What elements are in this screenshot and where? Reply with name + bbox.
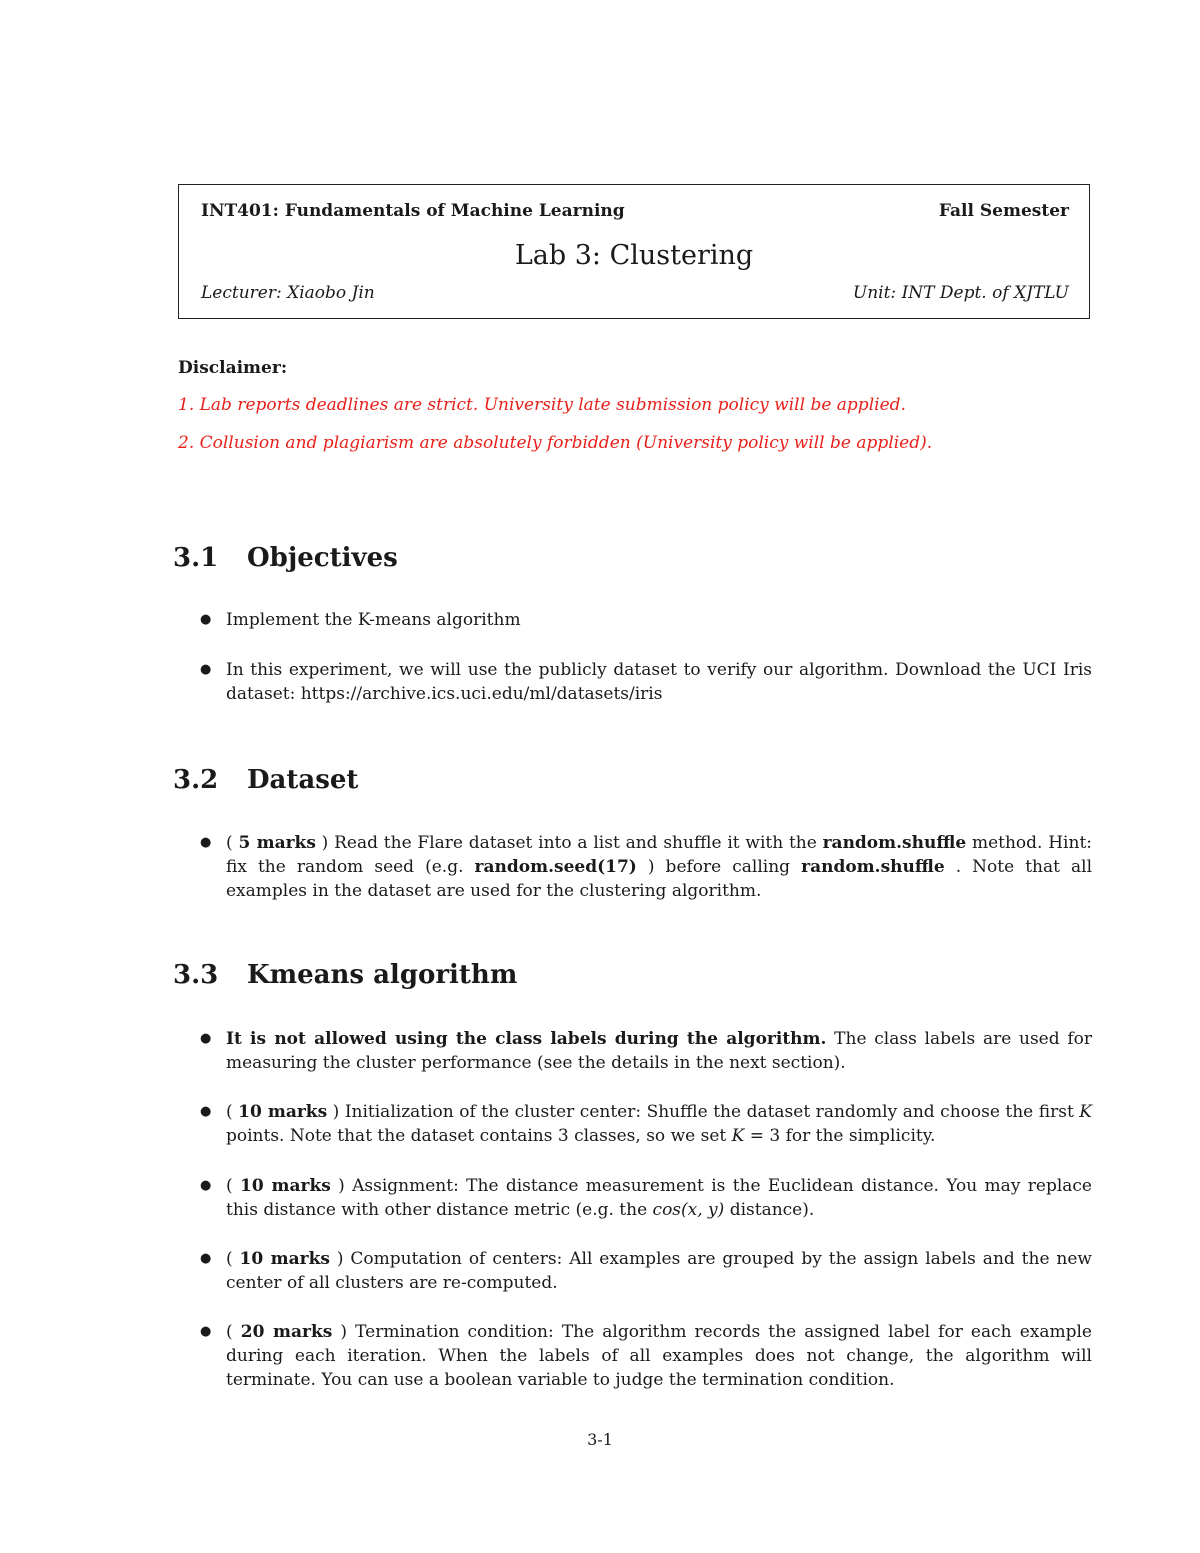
code-random-shuffle: random.shuffle	[801, 857, 945, 877]
list-item: ● ( 10 marks ) Computation of centers: All examples are grouped by the assign labels and the new center of all clusters are re-computed.	[200, 1249, 1092, 1293]
bullet-icon: ●	[200, 612, 212, 627]
kmeans-list-item-3	[200, 1174, 1092, 1222]
list-item: ● ( 5 marks ) Read the Flare dataset into a list and shuffle it with the random.shuffle method. Hint: fix the random seed (e.g. random.seed(17) ) before calling random.shuffle . Note that all examples in the dataset are used for the clustering algorithm.	[200, 833, 1093, 901]
bullet-icon: ●	[200, 1178, 212, 1193]
section-title: Dataset	[247, 765, 359, 795]
section-number: 3.1	[173, 543, 219, 573]
list-item: ● ( 10 marks ) Assignment: The distance measurement is the Euclidean distance. You may replace this distance with other distance metric (e.g. the cos(x, y) distance).	[200, 1176, 1092, 1220]
marks-label: 10 marks	[239, 1249, 330, 1269]
lecturer-label: Lecturer: Xiaobo Jin	[201, 283, 375, 303]
objectives-list	[200, 608, 1092, 632]
list-item: ● ( 10 marks ) Initialization of the cluster center: Shuffle the dataset randomly and choose the first K points. Note that the dataset contains 3 classes, so we set K = 3 for the simplicity.	[200, 1102, 1092, 1146]
marks-label: 10 marks	[239, 1176, 331, 1196]
disclaimer-heading: Disclaimer:	[178, 358, 288, 378]
section-heading-dataset	[173, 765, 358, 795]
bullet-icon: ●	[200, 835, 212, 850]
bullet-icon: ●	[200, 1324, 212, 1339]
section-number: 3.3	[173, 960, 219, 990]
marks-label: 5 marks	[238, 833, 316, 853]
kmeans-list-item-4	[200, 1247, 1092, 1295]
list-item: ● It is not allowed using the class labels during the algorithm. The class labels are used for measuring the cluster performance (see the details in the next section).	[200, 1029, 1092, 1073]
bullet-icon: ●	[200, 1251, 212, 1266]
list-item: ● Implement the K-means algorithm	[200, 610, 521, 630]
list-item: ● ( 20 marks ) Termination condition: The algorithm records the assigned label for each example during each iteration. When the labels of all examples does not change, the algorithm will terminate. You can use a boolean variable to judge the termination condition.	[200, 1322, 1092, 1390]
dataset-list	[200, 831, 1092, 903]
bullet-icon: ●	[200, 1104, 212, 1119]
section-number: 3.2	[173, 765, 219, 795]
bullet-icon: ●	[200, 1031, 212, 1046]
code-random-seed: random.seed(17)	[474, 857, 637, 877]
objectives-list-2	[200, 658, 1092, 706]
unit-label: Unit: INT Dept. of XJTLU	[852, 283, 1069, 303]
kmeans-list-item-1	[200, 1027, 1092, 1075]
course-title: INT401: Fundamentals of Machine Learning	[201, 201, 625, 221]
section-heading-objectives	[173, 543, 398, 573]
kmeans-list-item-5	[200, 1320, 1092, 1392]
section-title: Objectives	[247, 543, 398, 573]
bullet-icon: ●	[200, 662, 212, 677]
math-cos: cos(x, y)	[652, 1200, 725, 1220]
rule-bold: It is not allowed using the class labels during the algorithm.	[226, 1029, 827, 1049]
kmeans-list-item-2	[200, 1100, 1092, 1148]
list-item: ● In this experiment, we will use the publicly dataset to verify our algorithm. Download the UCI Iris dataset: https://archive.ics.uci.edu/ml/datasets/iris	[200, 660, 1092, 704]
marks-label: 10 marks	[238, 1102, 328, 1122]
semester-label: Fall Semester	[938, 201, 1069, 221]
section-title: Kmeans algorithm	[247, 960, 518, 990]
disclaimer-item-1: 1. Lab reports deadlines are strict. University late submission policy will be applied.	[178, 395, 906, 415]
lab-title: Lab 3: Clustering	[514, 240, 754, 271]
disclaimer-item-2: 2. Collusion and plagiarism are absolutely forbidden (University policy will be applied).	[178, 433, 933, 453]
page-number: 3-1	[587, 1430, 613, 1449]
section-heading-kmeans	[173, 960, 517, 990]
lab-header-box	[178, 184, 1090, 319]
marks-label: 20 marks	[240, 1322, 333, 1342]
code-random-shuffle: random.shuffle	[822, 833, 967, 853]
